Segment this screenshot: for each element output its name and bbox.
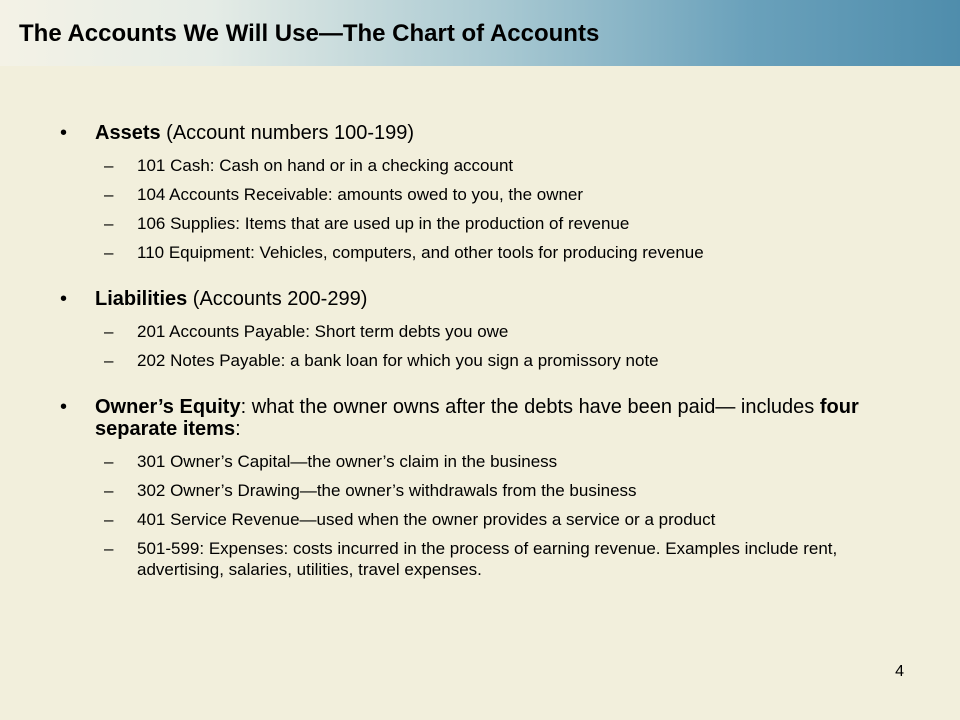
equity-bullet xyxy=(0,396,885,440)
slide-title: The Accounts We Will Use—The Chart of Accounts xyxy=(19,20,600,47)
list-item xyxy=(0,321,907,342)
account-description: 106 Supplies: Items that are used up in the production of revenue xyxy=(137,214,630,233)
bullet-mark: • xyxy=(60,288,68,310)
section-assets xyxy=(0,122,960,263)
list-item xyxy=(0,213,907,234)
account-description: 201 Accounts Payable: Short term debts you owe xyxy=(137,322,509,341)
assets-list xyxy=(0,155,960,263)
assets-heading: Assets xyxy=(95,122,161,144)
dash-mark: – xyxy=(104,156,114,175)
account-description: 301 Owner’s Capital—the owner’s claim in the business xyxy=(137,452,558,471)
dash-mark: – xyxy=(104,351,114,370)
bullet-mark: • xyxy=(60,396,68,418)
account-description: 101 Cash: Cash on hand or in a checking account xyxy=(137,156,514,175)
liabilities-heading: Liabilities xyxy=(95,288,188,310)
dash-mark: – xyxy=(104,185,114,204)
slide-content xyxy=(0,122,960,605)
list-item xyxy=(0,538,907,580)
list-item xyxy=(0,155,907,176)
list-item xyxy=(0,451,907,472)
dash-mark: – xyxy=(104,452,114,471)
dash-mark: – xyxy=(104,510,114,529)
list-item xyxy=(0,184,907,205)
equity-heading-tail: : xyxy=(235,418,241,440)
section-owners-equity xyxy=(0,396,960,580)
equity-heading-detail: : what the owner owns after the debts have been paid— includes xyxy=(240,396,820,418)
assets-bullet xyxy=(0,122,885,144)
liabilities-bullet xyxy=(0,288,885,310)
list-item xyxy=(0,480,907,501)
equity-heading-emphasis: four separate items xyxy=(95,396,859,440)
section-liabilities xyxy=(0,288,960,371)
list-item xyxy=(0,350,907,371)
list-item xyxy=(0,509,907,530)
account-description: 104 Accounts Receivable: amounts owed to you, the owner xyxy=(137,185,584,204)
equity-heading: Owner’s Equity xyxy=(95,396,241,418)
dash-mark: – xyxy=(104,539,114,558)
account-description: 401 Service Revenue—used when the owner provides a service or a product xyxy=(137,510,716,529)
dash-mark: – xyxy=(104,243,114,262)
dash-mark: – xyxy=(104,322,114,341)
title-bar xyxy=(0,0,960,66)
list-item xyxy=(0,242,907,263)
bullet-mark: • xyxy=(60,122,68,144)
account-description: 202 Notes Payable: a bank loan for which you sign a promissory note xyxy=(137,351,659,370)
assets-heading-detail: (Account numbers 100-199) xyxy=(160,122,415,144)
dash-mark: – xyxy=(104,481,114,500)
account-description: 302 Owner’s Drawing—the owner’s withdrawals from the business xyxy=(137,481,637,500)
equity-list xyxy=(0,451,960,580)
dash-mark: – xyxy=(104,214,114,233)
account-description: 501-599: Expenses: costs incurred in the process of earning revenue. Examples include rent, advertising, salaries, utilities, travel expenses. xyxy=(137,539,838,579)
liabilities-heading-detail: (Accounts 200-299) xyxy=(187,288,368,310)
slide-number: 4 xyxy=(895,663,904,680)
account-description: 110 Equipment: Vehicles, computers, and other tools for producing revenue xyxy=(137,243,704,262)
liabilities-list xyxy=(0,321,960,371)
